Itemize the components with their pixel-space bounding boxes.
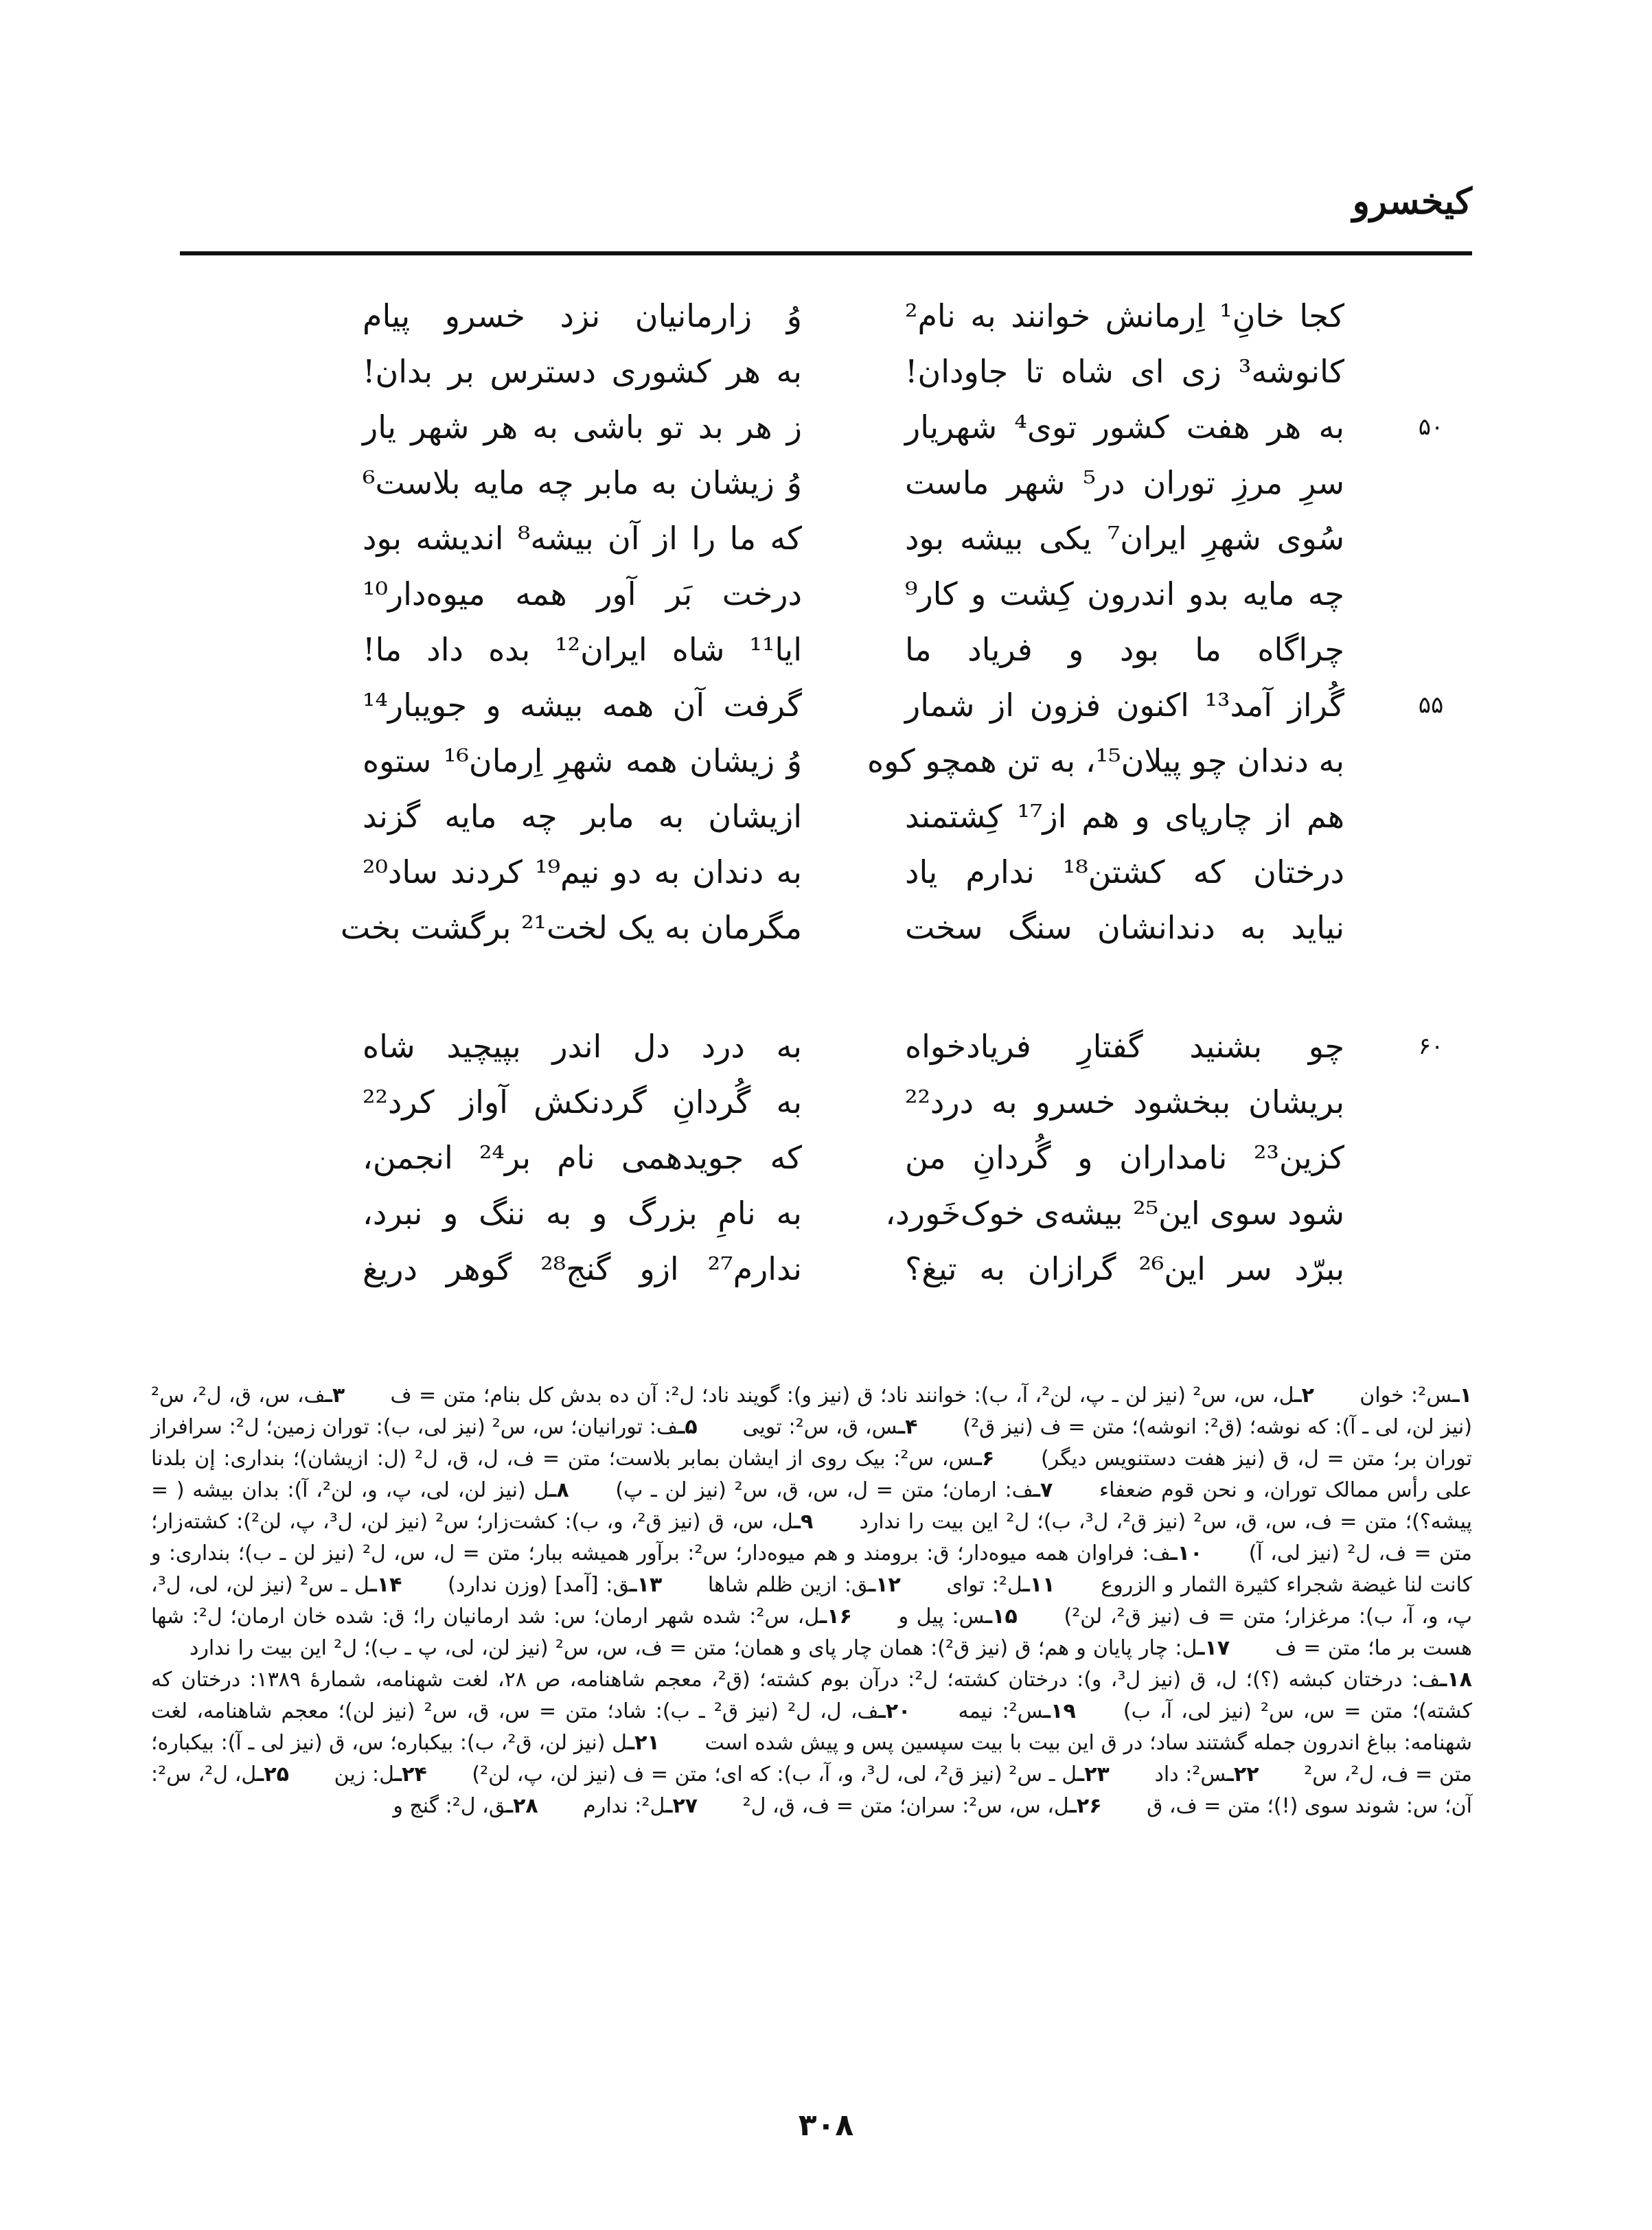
couplet	[275, 1186, 1472, 1241]
footnote-number: ۲۲	[1233, 1762, 1259, 1786]
footnote-text: ل (نیز لن، لی، پ، و، لن²، آ): بدان بیشه ( = پیشه؟)؛ متن = ف، س، ق، س² (نیز ق²، ل³، ب)؛ ل² این بیت را ندارد	[151, 1478, 1472, 1534]
hemistich-second: درخت بَر آور همه میوه‌دار¹⁰	[363, 575, 802, 612]
footnote-text: س، ق، س²: تویی	[742, 1415, 898, 1439]
footnote-number: ۲۰	[885, 1699, 911, 1723]
hemistich-second: گرفت آن همه بیشه و جویبار¹⁴	[363, 687, 802, 724]
footnote-separator: ـ	[549, 1478, 557, 1502]
hemistich-second: به نامِ بزرگ و به ننگ و نبرد،	[363, 1195, 802, 1232]
footnote-number: ۱۹	[1051, 1699, 1076, 1723]
hemistich-second: ندارم²⁷ ازو گنج²⁸ گوهر دریغ	[363, 1250, 802, 1287]
footnote	[583, 1794, 698, 1818]
footnote-number: ۱۱	[1029, 1573, 1055, 1597]
footnote-text: ل، س²: شده شهر ارمان؛ س: شد ارمانیان را؛ ق: شده خان ارمان؛ ل²: شها هست بر ما؛ متن = ف	[151, 1605, 1472, 1660]
footnote	[899, 1605, 1018, 1629]
couplet	[275, 844, 1472, 900]
footnote-number: ۱۴	[376, 1573, 402, 1597]
couplet	[275, 789, 1472, 844]
hemistich-first: کزین²³ نامداران و گُردانِ من	[905, 1139, 1344, 1176]
couplet	[275, 900, 1472, 956]
couplet	[275, 733, 1472, 789]
footnote-text: ل (نیز لن، ق²، ب): بیکباره؛ س، ق (نیز لی ـ آ): بیکباره؛ متن = ف، ل²، س²	[151, 1731, 1472, 1786]
footnote	[743, 1794, 1102, 1818]
footnote-number: ۲۷	[672, 1794, 698, 1818]
couplet	[275, 1074, 1472, 1130]
footnote-separator: ـ	[1022, 1573, 1030, 1597]
footnote-number: ۶	[982, 1447, 995, 1471]
hemistich-first: سرِ مرزِ توران در⁵ شهر ماست	[905, 464, 1344, 501]
footnote	[946, 1573, 1055, 1597]
footnote	[959, 1699, 1076, 1723]
footnote-text: ل²: توای	[946, 1573, 1023, 1597]
footnote-separator: ـ	[505, 1794, 514, 1818]
footnote-text: ل: زین	[334, 1762, 395, 1786]
footnote	[708, 1573, 901, 1597]
footnote-number: ۲	[1301, 1383, 1314, 1407]
footnote-text: ل، ل²، س²: آن؛ س: شوند سوی (!)؛ متن = ف، ق	[151, 1762, 1472, 1818]
footnote-number: ۱۶	[827, 1605, 852, 1629]
footnote-separator: ـ	[1294, 1383, 1302, 1407]
footnote-separator: ـ	[665, 1794, 673, 1818]
hemistich-first: بریشان ببخشود خسرو به درد²²	[905, 1083, 1344, 1120]
running-title: کیخسرو	[1352, 181, 1472, 222]
couplet	[275, 344, 1472, 400]
footnote-number: ۴	[905, 1415, 918, 1439]
couplet	[275, 566, 1472, 622]
footnote-separator: ـ	[1069, 1794, 1077, 1818]
hemistich-first: نیاید به دندانشان سنگ سخت	[905, 909, 1344, 946]
couplet	[275, 400, 1472, 455]
footnote-number: ۲۵	[264, 1762, 289, 1786]
footnote	[334, 1762, 427, 1786]
poem-body	[275, 288, 1472, 1360]
footnote-text: ف، س، ق، ل²، س² (نیز لن، لی ـ آ): که نوشه؛ (ق²: انوشه)؛ متن = ف (نیز ق²)	[151, 1383, 1472, 1439]
footnote-text: س²: داد	[1154, 1762, 1227, 1786]
footnote-separator: ـ	[878, 1699, 886, 1723]
footnote-number: ۵	[685, 1415, 698, 1439]
footnote-separator: ـ	[1226, 1762, 1234, 1786]
hemistich-second: که ما را از آن بیشه⁸ اندیشه بود	[363, 520, 802, 557]
stanza	[275, 288, 1472, 956]
footnote-text: ل، س، س² (نیز لن ـ پ، لن²، آ، ب): خوانند ناد؛ ق (نیز و): گویند ناد؛ ل²: آن ده بدش کل بنام؛ متن = ف	[390, 1383, 1295, 1407]
hemistich-first: درختان که کشتن¹⁸ ندارم یاد	[905, 853, 1344, 890]
couplet	[275, 511, 1472, 566]
footnote-number: ۱۸	[1447, 1668, 1472, 1692]
footnote	[742, 1415, 917, 1439]
footnote-text: ف: درختان کبشه (؟)؛ ل، ق (نیز ل³، و): درختان کشته؛ ل²: درآن بوم کشته؛ (ق²، معجم شاهنامه، ص ۲۸، لغت شهنامه، شمارهٔ ۱۳۸۹: درختان که کشته)؛ متن = س، س² (نیز لی، آ، ب)	[151, 1668, 1472, 1723]
hemistich-first: هم از چارپای و هم از¹⁷ کِشتمند	[905, 798, 1345, 835]
footnote	[1155, 1762, 1259, 1786]
header-rule	[180, 251, 1472, 255]
verse-number: ۵۰	[1418, 413, 1444, 441]
footnote-separator: ـ	[793, 1510, 801, 1534]
hemistich-second: به دندان به دو نیم¹⁹ کردند ساد²⁰	[363, 853, 802, 890]
footnote-separator: ـ	[1197, 1636, 1205, 1660]
footnote-number: ۱۳	[636, 1573, 663, 1597]
footnote-number: ۲۴	[402, 1762, 427, 1786]
footnote-separator: ـ	[897, 1415, 906, 1439]
footnote-text: ق: [آمد] (وزن ندارد)	[448, 1573, 630, 1597]
footnote	[1360, 1383, 1472, 1407]
hemistich-second: به درد دل اندر بپیچید شاه	[363, 1028, 802, 1065]
hemistich-first: چراگاه ما بود و فریاد ما	[905, 631, 1344, 668]
footnote-separator: ـ	[678, 1415, 685, 1439]
footnote-text: س²: خوان	[1360, 1383, 1453, 1407]
verse-number: ۵۵	[1418, 691, 1444, 719]
footnote-separator: ـ	[1043, 1699, 1051, 1723]
hemistich-second: به هر کشوری دسترس بر بدان!	[363, 353, 802, 390]
footnote-separator: ـ	[820, 1605, 827, 1629]
footnote-separator: ـ	[1077, 1762, 1085, 1786]
footnote-separator: ـ	[627, 1731, 635, 1755]
footnote-number: ۹	[801, 1510, 814, 1534]
footnote-number: ۲۸	[513, 1794, 538, 1818]
footnote-separator: ـ	[1033, 1478, 1040, 1502]
hemistich-second: به گُردانِ گردنکش آواز کرد²²	[363, 1083, 802, 1120]
footnote	[448, 1573, 662, 1597]
footnote-number: ۱۷	[1204, 1636, 1230, 1660]
footnote	[391, 1383, 1314, 1407]
footnote-text: ف: ارمان؛ متن = ل، س، ق، س² (نیز لن ـ پ)	[615, 1478, 1033, 1502]
footnote-text: س²: نیمه	[958, 1699, 1044, 1723]
footnote-separator: ـ	[325, 1383, 332, 1407]
couplet	[275, 288, 1472, 344]
hemistich-first: به دندان چو پیلان¹⁵، به تن همچو کوه	[867, 742, 1344, 779]
footnote-text: ق: ازین ظلم شاها	[707, 1573, 869, 1597]
footnote	[393, 1794, 538, 1818]
hemistich-first: به هر هفت کشور توی⁴ شهریار	[905, 409, 1345, 446]
footnote-separator: ـ	[868, 1573, 876, 1597]
footnote	[190, 1636, 1230, 1660]
couplet	[275, 622, 1472, 678]
footnote-text: ل ـ س² (نیز لن، لی، ل³، پ، و، آ، ب): مرغزار؛ متن = ف (نیز ق²، لن²)	[151, 1573, 1473, 1629]
footnote-text: ل، س، س²: سران؛ متن = ف، ق، ل²	[742, 1794, 1070, 1818]
couplet	[275, 1130, 1472, 1186]
hemistich-first: چو بشنید گفتارِ فریادخواه	[905, 1028, 1344, 1065]
footnote-separator: ـ	[394, 1762, 402, 1786]
hemistich-second: ایا¹¹ شاه ایران¹² بده داد ما!	[363, 631, 802, 668]
hemistich-first: چه مایه بدو اندرون کِشت و کار⁹	[905, 575, 1344, 612]
footnote-separator: ـ	[1440, 1668, 1447, 1692]
footnote-number: ۳	[332, 1383, 345, 1407]
footnote-number: ۸	[556, 1478, 569, 1502]
footnote-text: ل، س، ق (نیز ق²، و، ب): کشت‌زار؛ س² (نیز لن، ل³، پ، لن²): کشته‌زار؛ متن = ف، ل² (نیز لی، آ)	[151, 1510, 1472, 1565]
footnote-number: ۱۲	[875, 1573, 901, 1597]
footnote-number: ۲۱	[634, 1731, 660, 1755]
hemistich-second: مگرمان به یک لخت²¹ برگشت بخت	[340, 909, 802, 946]
stanza	[275, 1019, 1472, 1297]
footnote	[472, 1762, 1109, 1786]
footnote-separator: ـ	[369, 1573, 377, 1597]
footnote-text: ف، ل، ل² (نیز ق² ـ ب): شاد؛ متن = س، ق، س² (نیز لن)؛ معجم شاهنامه، لغت شهنامه: بباغ اندرون جمله گشتند ساد؛ در ق این بیت با بیت سپسین پس و پیش شده است	[151, 1699, 1472, 1755]
critical-apparatus-footnotes	[151, 1380, 1472, 1822]
couplet	[275, 455, 1472, 511]
couplet	[275, 1241, 1472, 1297]
footnote-text: ل²: ندارم	[583, 1794, 666, 1818]
footnote-number: ۲۶	[1076, 1794, 1102, 1818]
footnote-text: س، س²: بیک روی از ایشان بمابر بلاست؛ متن = ف، ل، ق، ل² (ل: ازیشان)؛ بنداری: إن بلدنا علی رأس ممالک توران، و نحن قوم ضعفاء	[151, 1447, 1472, 1502]
page-number: ۳۰۸	[798, 2108, 854, 2143]
hemistich-second: ازیشان به مابر چه مایه گزند	[363, 798, 802, 835]
footnote-text: ل: چار پایان و هم؛ ق (نیز ق²): همان چار پای و همان؛ متن = ف، س، س² (نیز لن، لی، پ ـ ب)؛ ل² این بیت را ندارد	[190, 1636, 1198, 1660]
footnote-separator: ـ	[257, 1762, 264, 1786]
hemistich-second: وُ زیشان همه شهرِ اِرمان¹⁶ ستوه	[363, 742, 802, 779]
footnote-separator: ـ	[985, 1605, 993, 1629]
hemistich-first: گُراز آمد¹³ اکنون فزون از شمار	[905, 687, 1344, 724]
footnote-separator: ـ	[1452, 1383, 1460, 1407]
footnote-separator: ـ	[974, 1447, 982, 1471]
hemistich-second: وُ زیشان به مابر چه مایه بلاست⁶	[363, 464, 802, 501]
footnote-text: ل ـ س² (نیز ق²، لی، ل³، و، آ، ب): که ای؛ متن = ف (نیز لن، پ، لن²)	[472, 1762, 1077, 1786]
footnote-number: ۷	[1040, 1478, 1053, 1502]
footnote-number: ۲۳	[1084, 1762, 1110, 1786]
hemistich-first: ببرّد سر این²⁶ گرازان به تیغ؟	[905, 1250, 1344, 1287]
hemistich-first: سُوی شهرِ ایران⁷ یکی بیشه بود	[905, 520, 1344, 557]
verse-number: ۶۰	[1418, 1033, 1444, 1060]
couplet	[275, 678, 1472, 733]
footnote-separator: ـ	[630, 1573, 637, 1597]
hemistich-second: که جویدهمی نام بر²⁴ انجمن،	[363, 1139, 802, 1176]
footnote-text: ق، ل²: گنج و	[393, 1794, 506, 1818]
footnote-number: ۱	[1459, 1383, 1473, 1407]
hemistich-first: شود سوی این²⁵ بیشه‌ی خوک‌خَورد،	[885, 1195, 1344, 1232]
hemistich-first: کجا خانِ¹ اِرمانش خوانند به نام²	[905, 297, 1344, 334]
hemistich-second: وُ زارمانیان نزد خسرو پیام	[363, 297, 802, 334]
footnote	[615, 1478, 1053, 1502]
footnote-number: ۱۰	[1177, 1541, 1203, 1565]
hemistich-second: ز هر بد تو باشی به هر شهر یار	[363, 409, 802, 446]
footnote-text: س: پیل و	[898, 1605, 985, 1629]
hemistich-first: کانوشه³ زی ای شاه تا جاودان!	[905, 353, 1344, 390]
footnote-text: ف: تورانیان؛ س، س² (نیز لی، ب): توران زمین؛ ل²: سرافراز توران بر؛ متن = ل، ق (نیز هفت دستنویس دیگر)	[151, 1415, 1472, 1471]
footnote-separator: ـ	[1170, 1541, 1178, 1565]
footnote-text: ف: فراوان همه میوه‌دار؛ ق: برومند و هم میوه‌دار؛ س²: برآور همیشه ببار؛ متن = ل، س، ل² (نیز لن ـ ب)؛ بنداری: و کانت لنا غیضة شجراء کثیرة الثمار و الزروع	[151, 1541, 1473, 1597]
couplet	[275, 1019, 1472, 1074]
footnote-number: ۱۵	[992, 1605, 1018, 1629]
